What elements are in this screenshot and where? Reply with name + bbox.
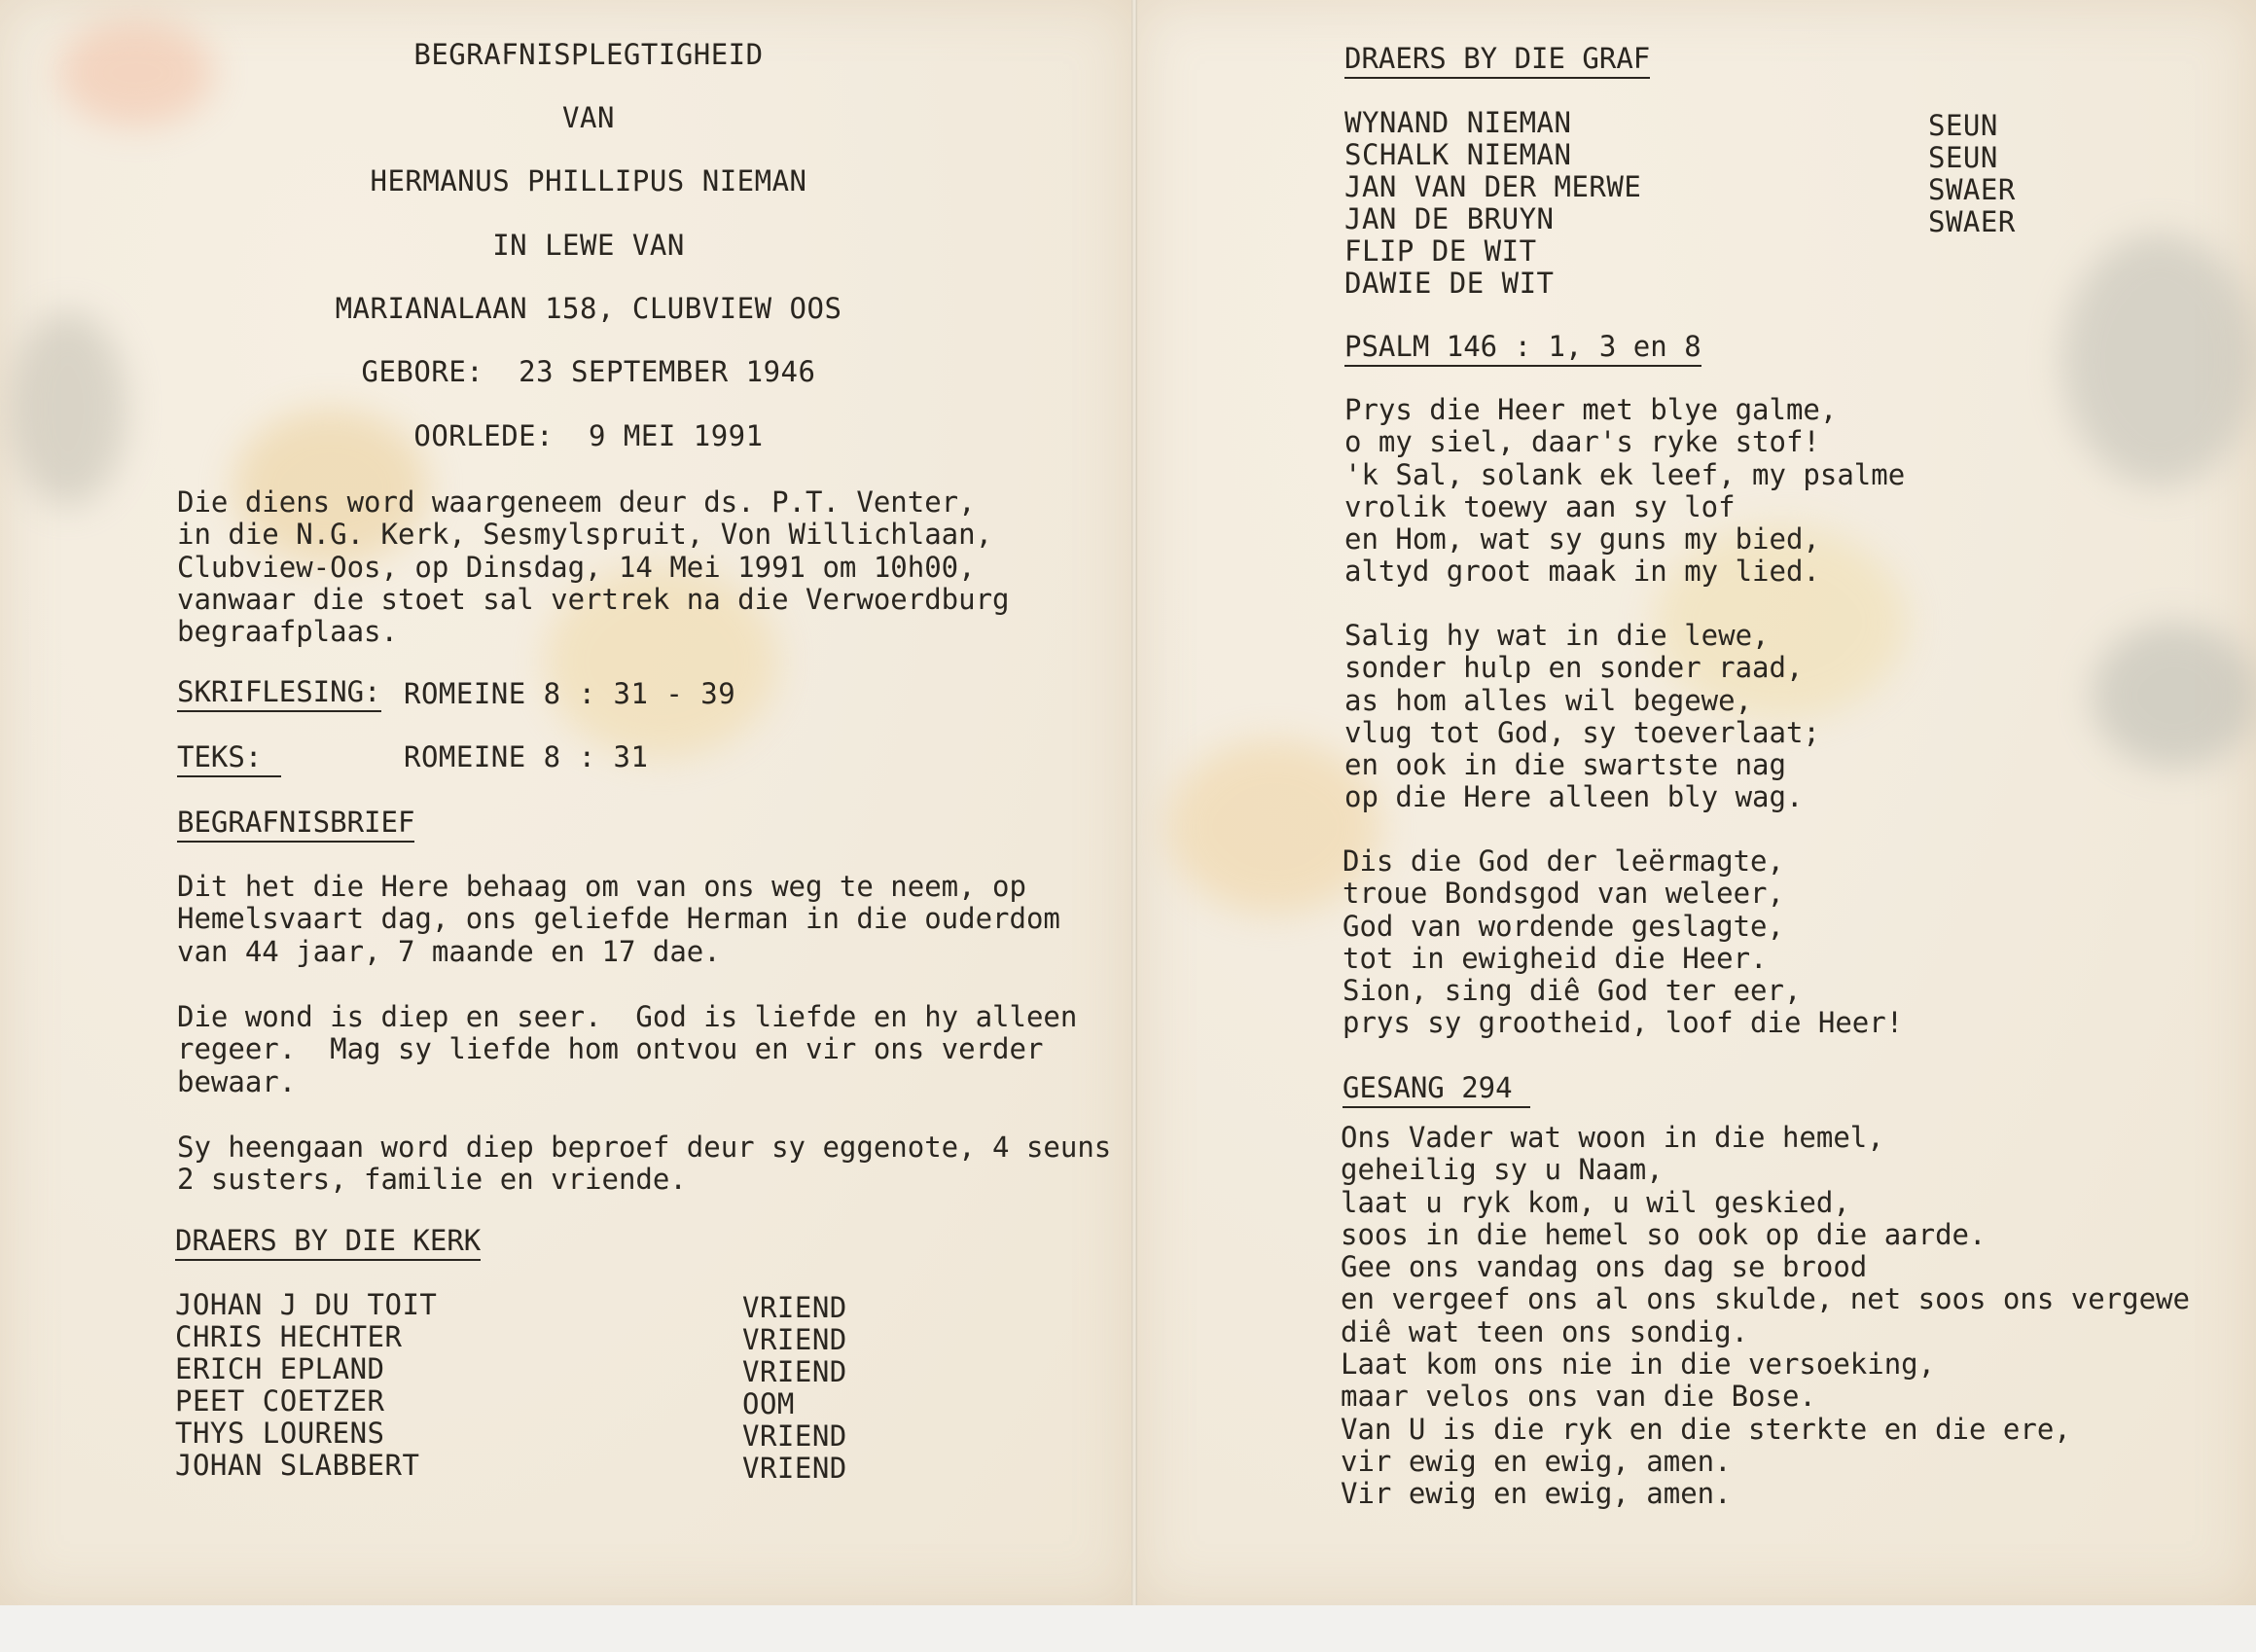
bearer-name: SCHALK NIEMAN [1344, 138, 1572, 171]
text-line: vrolik toewy aan sy lof [1344, 489, 1736, 523]
text-line: bewaar. [177, 1064, 297, 1098]
service-paragraph [177, 486, 1010, 648]
psalm-verse-2 [1344, 620, 1820, 814]
text-line: vanwaar die stoet sal vertrek na die Verwoerdburg [177, 582, 1010, 616]
stain-decoration [58, 19, 214, 126]
text-line: sonder hulp en sonder raad, [1344, 651, 1804, 685]
text-line: Prys die Heer met blye galme, [1344, 393, 1838, 426]
title-line: BEGRAFNISPLEGTIGHEID [413, 38, 764, 71]
stain-decoration [10, 311, 126, 506]
bearer-name: PEET COETZER [175, 1384, 385, 1418]
title-line: MARIANALAAN 158, CLUBVIEW OOS [335, 292, 842, 325]
text-line: troue Bondsgod van weleer, [1343, 877, 1784, 911]
bearer-name: DAWIE DE WIT [1344, 267, 1555, 300]
text-line: altyd groot maak in my lied. [1344, 555, 1820, 589]
bearer-name: JOHAN J DU TOIT [175, 1288, 438, 1321]
text-line: Sion, sing diê God ter eer, [1343, 974, 1802, 1008]
text-line: as hom alles wil begewe, [1344, 683, 1753, 717]
bearer-relation: VRIEND [742, 1452, 847, 1485]
text-line: Die wond is diep en seer. God is liefde en hy alleen [177, 1000, 1078, 1033]
text-line: Dis die God der leërmagte, [1343, 844, 1784, 878]
text-line: en ook in die swartste nag [1344, 748, 1786, 782]
text-line: Vir ewig en ewig, amen. [1341, 1477, 1732, 1511]
text-line: o my siel, daar's ryke stof! [1344, 425, 1820, 459]
text-line: op die Here alleen bly wag. [1344, 780, 1804, 814]
gesang-heading: GESANG 294 [1343, 1072, 1530, 1108]
text-line: laat u ryk kom, u wil geskied, [1341, 1185, 1850, 1219]
begrafnisbrief-heading: BEGRAFNISBRIEF [177, 807, 414, 843]
bearer-relation: VRIEND [742, 1291, 847, 1324]
text-line: diê wat teen ons sondig. [1341, 1314, 1749, 1348]
psalm-verse-1 [1344, 394, 1905, 589]
text-line: vir ewig en ewig, amen. [1341, 1444, 1732, 1478]
stain-decoration [2092, 623, 2256, 769]
text-line: van 44 jaar, 7 maande en 17 dae. [177, 934, 721, 968]
text-line: vlug tot God, sy toeverlaat; [1344, 715, 1820, 749]
text-line: soos in die hemel so ook op die aarde. [1341, 1217, 1987, 1251]
text-line: Dit het die Here behaag om van ons weg te neem, op [177, 870, 1026, 903]
bearer-name: JAN VAN DER MERWE [1344, 170, 1642, 203]
text-line: God van wordende geslagte, [1343, 909, 1784, 943]
text-line: 'k Sal, solank ek leef, my psalme [1344, 457, 1906, 491]
psalm-verse-3 [1343, 845, 1903, 1040]
skriflesing-value: ROMEINE 8 : 31 - 39 [404, 677, 736, 710]
teks-label: TEKS: [177, 741, 281, 777]
bearer-relation: SWAER [1928, 205, 2016, 238]
text-line: Gee ons vandag ons dag se brood [1341, 1250, 1868, 1284]
teks-value: ROMEINE 8 : 31 [404, 740, 649, 773]
text-line: Sy heengaan word diep beproef deur sy eggenote, 4 seuns [177, 1131, 1112, 1164]
begrafnisbrief-para-3 [177, 1131, 1111, 1197]
bearer-relation: VRIEND [742, 1323, 847, 1356]
graf-bearers-heading: DRAERS BY DIE GRAF [1344, 43, 1650, 79]
text-line: maar velos ons van die Bose. [1341, 1380, 1816, 1414]
text-line: geheilig sy u Naam, [1341, 1153, 1664, 1187]
text-line: en Hom, wat sy guns my bied, [1344, 522, 1820, 557]
title-line: HERMANUS PHILLIPUS NIEMAN [370, 164, 807, 198]
text-line: Salig hy wat in die lewe, [1344, 619, 1770, 652]
bearer-name: ERICH EPLAND [175, 1352, 385, 1385]
stain-decoration [2062, 233, 2256, 486]
text-line: Die diens word waargeneem deur ds. P.T. Venter, [177, 485, 976, 519]
title-line: OORLEDE: 9 MEI 1991 [413, 419, 764, 452]
bearer-relation: SWAER [1928, 173, 2016, 206]
bearer-relation: VRIEND [742, 1419, 847, 1453]
bearer-name: THYS LOURENS [175, 1417, 385, 1450]
bearer-relation: SEUN [1928, 141, 1998, 174]
text-line: 2 susters, familie en vriende. [177, 1163, 687, 1197]
text-line: tot in ewigheid die Heer. [1343, 941, 1768, 975]
gesang-text [1341, 1122, 2190, 1511]
text-line: regeer. Mag sy liefde hom ontvou en vir ons verder [177, 1032, 1044, 1066]
text-line: prys sy grootheid, loof die Heer! [1343, 1006, 1904, 1040]
begrafnisbrief-para-1 [177, 871, 1060, 968]
text-line: en vergeef ons al ons skulde, net soos ons vergewe [1341, 1282, 2190, 1316]
text-line: Ons Vader wat woon in die hemel, [1341, 1121, 1884, 1154]
text-line: in die N.G. Kerk, Sesmylspruit, Von Willichlaan, [177, 518, 993, 552]
title-line: VAN [562, 101, 615, 134]
title-line: IN LEWE VAN [492, 229, 685, 262]
psalm-heading: PSALM 146 : 1, 3 en 8 [1344, 331, 1701, 367]
bearer-relation: SEUN [1928, 109, 1998, 142]
page-fold [1131, 0, 1137, 1605]
begrafnisbrief-para-2 [177, 1001, 1077, 1098]
skriflesing-label: SKRIFLESING: [177, 676, 381, 712]
bottom-strip [0, 1605, 2256, 1652]
bearer-relation: VRIEND [742, 1355, 847, 1388]
bearer-relation: OOM [742, 1387, 795, 1420]
bearer-name: WYNAND NIEMAN [1344, 106, 1572, 139]
bearer-name: JOHAN SLABBERT [175, 1449, 420, 1482]
text-line: Hemelsvaart dag, ons geliefde Herman in die ouderdom [177, 902, 1060, 936]
text-line: Clubview-Oos, op Dinsdag, 14 Mei 1991 om 10h00, [177, 550, 976, 584]
title-line: GEBORE: 23 SEPTEMBER 1946 [361, 355, 816, 388]
kerk-bearers-heading: DRAERS BY DIE KERK [175, 1225, 481, 1261]
bearer-name: FLIP DE WIT [1344, 234, 1537, 268]
bearer-name: JAN DE BRUYN [1344, 202, 1555, 235]
text-line: begraafplaas. [177, 615, 398, 649]
text-line: Laat kom ons nie in die versoeking, [1341, 1347, 1936, 1382]
text-line: Van U is die ryk en die sterkte en die ere, [1341, 1412, 2071, 1446]
bearer-name: CHRIS HECHTER [175, 1320, 403, 1353]
